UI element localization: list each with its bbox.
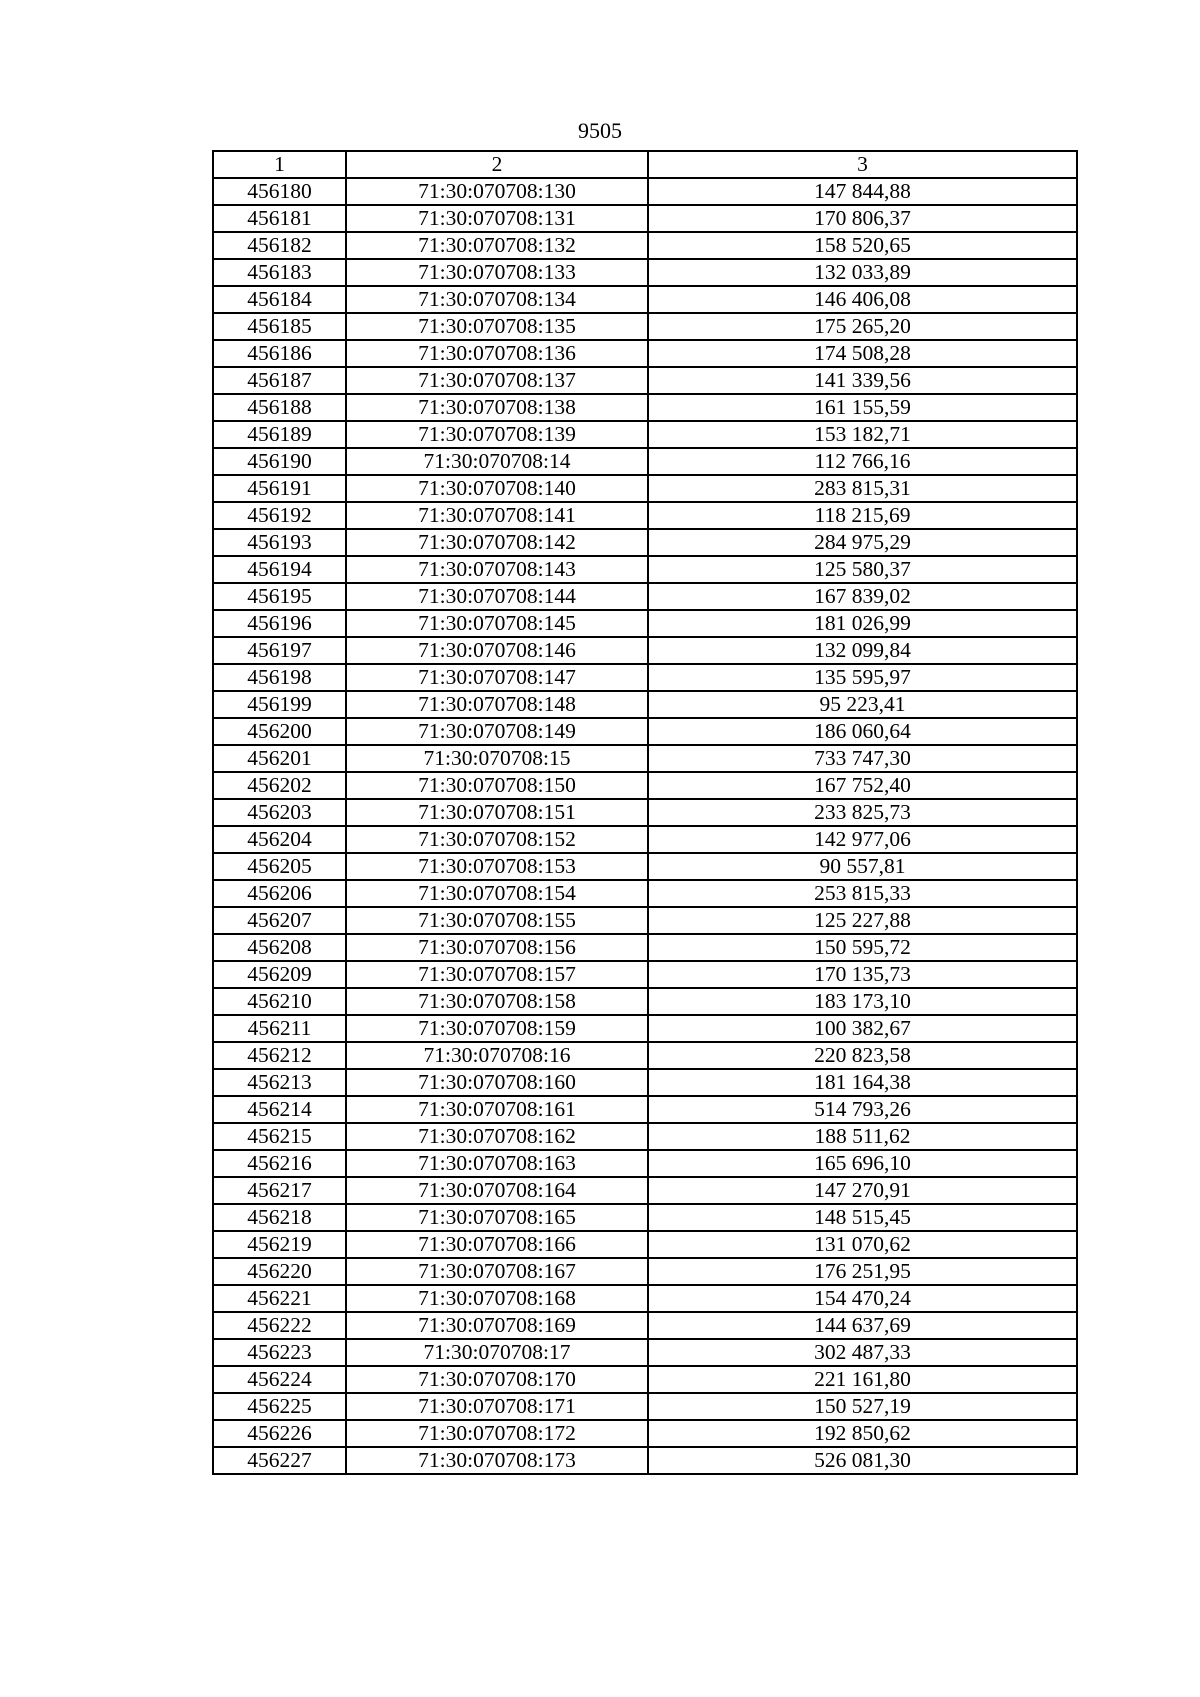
value-cell: 221 161,80 <box>648 1366 1077 1393</box>
cadastral-number-cell: 71:30:070708:160 <box>346 1069 648 1096</box>
value-cell: 175 265,20 <box>648 313 1077 340</box>
row-number-cell: 456193 <box>213 529 346 556</box>
row-number-cell: 456203 <box>213 799 346 826</box>
cadastral-number-cell: 71:30:070708:130 <box>346 178 648 205</box>
value-cell: 233 825,73 <box>648 799 1077 826</box>
value-cell: 158 520,65 <box>648 232 1077 259</box>
table-row <box>213 961 1077 988</box>
table-header-row <box>213 151 1077 178</box>
cadastral-number-cell: 71:30:070708:132 <box>346 232 648 259</box>
cadastral-number-cell: 71:30:070708:141 <box>346 502 648 529</box>
table-row <box>213 286 1077 313</box>
cadastral-number-cell: 71:30:070708:167 <box>346 1258 648 1285</box>
table-row <box>213 610 1077 637</box>
table-row <box>213 934 1077 961</box>
cadastral-number-cell: 71:30:070708:165 <box>346 1204 648 1231</box>
cadastral-number-cell: 71:30:070708:146 <box>346 637 648 664</box>
row-number-cell: 456221 <box>213 1285 346 1312</box>
cadastral-number-cell: 71:30:070708:150 <box>346 772 648 799</box>
table-row <box>213 1420 1077 1447</box>
cadastral-number-cell: 71:30:070708:158 <box>346 988 648 1015</box>
table-row <box>213 475 1077 502</box>
cadastral-number-cell: 71:30:070708:159 <box>346 1015 648 1042</box>
table-row <box>213 880 1077 907</box>
value-cell: 147 270,91 <box>648 1177 1077 1204</box>
table-row <box>213 1123 1077 1150</box>
value-cell: 148 515,45 <box>648 1204 1077 1231</box>
row-number-cell: 456215 <box>213 1123 346 1150</box>
value-cell: 150 595,72 <box>648 934 1077 961</box>
value-cell: 142 977,06 <box>648 826 1077 853</box>
cadastral-number-cell: 71:30:070708:131 <box>346 205 648 232</box>
value-cell: 170 135,73 <box>648 961 1077 988</box>
row-number-cell: 456211 <box>213 1015 346 1042</box>
cadastral-number-cell: 71:30:070708:17 <box>346 1339 648 1366</box>
table-row <box>213 1339 1077 1366</box>
table-row <box>213 664 1077 691</box>
value-cell: 733 747,30 <box>648 745 1077 772</box>
row-number-cell: 456219 <box>213 1231 346 1258</box>
cadastral-number-cell: 71:30:070708:134 <box>346 286 648 313</box>
row-number-cell: 456218 <box>213 1204 346 1231</box>
cadastral-number-cell: 71:30:070708:139 <box>346 421 648 448</box>
row-number-cell: 456185 <box>213 313 346 340</box>
row-number-cell: 456204 <box>213 826 346 853</box>
table-row <box>213 1285 1077 1312</box>
table-body <box>213 151 1077 1474</box>
row-number-cell: 456223 <box>213 1339 346 1366</box>
cadastral-number-cell: 71:30:070708:137 <box>346 367 648 394</box>
row-number-cell: 456222 <box>213 1312 346 1339</box>
cadastral-number-cell: 71:30:070708:161 <box>346 1096 648 1123</box>
row-number-cell: 456180 <box>213 178 346 205</box>
table-row <box>213 205 1077 232</box>
value-cell: 125 580,37 <box>648 556 1077 583</box>
table-row <box>213 556 1077 583</box>
table-row <box>213 1042 1077 1069</box>
value-cell: 147 844,88 <box>648 178 1077 205</box>
row-number-cell: 456195 <box>213 583 346 610</box>
row-number-cell: 456212 <box>213 1042 346 1069</box>
table-row <box>213 1258 1077 1285</box>
cadastral-number-cell: 71:30:070708:145 <box>346 610 648 637</box>
cadastral-number-cell: 71:30:070708:144 <box>346 583 648 610</box>
value-cell: 186 060,64 <box>648 718 1077 745</box>
table-row <box>213 1204 1077 1231</box>
cadastral-number-cell: 71:30:070708:153 <box>346 853 648 880</box>
value-cell: 170 806,37 <box>648 205 1077 232</box>
value-cell: 95 223,41 <box>648 691 1077 718</box>
cadastral-number-cell: 71:30:070708:140 <box>346 475 648 502</box>
header-cell-2: 2 <box>346 151 648 178</box>
value-cell: 176 251,95 <box>648 1258 1077 1285</box>
value-cell: 183 173,10 <box>648 988 1077 1015</box>
value-cell: 302 487,33 <box>648 1339 1077 1366</box>
table-row <box>213 502 1077 529</box>
table-row <box>213 1447 1077 1474</box>
value-cell: 192 850,62 <box>648 1420 1077 1447</box>
row-number-cell: 456181 <box>213 205 346 232</box>
row-number-cell: 456190 <box>213 448 346 475</box>
table-row <box>213 691 1077 718</box>
row-number-cell: 456209 <box>213 961 346 988</box>
header-cell-1: 1 <box>213 151 346 178</box>
cadastral-number-cell: 71:30:070708:14 <box>346 448 648 475</box>
value-cell: 161 155,59 <box>648 394 1077 421</box>
row-number-cell: 456213 <box>213 1069 346 1096</box>
value-cell: 167 752,40 <box>648 772 1077 799</box>
row-number-cell: 456217 <box>213 1177 346 1204</box>
value-cell: 100 382,67 <box>648 1015 1077 1042</box>
header-cell-3: 3 <box>648 151 1077 178</box>
table-row <box>213 745 1077 772</box>
table-row <box>213 1096 1077 1123</box>
table-row <box>213 448 1077 475</box>
row-number-cell: 456196 <box>213 610 346 637</box>
data-table <box>212 150 1078 1475</box>
cadastral-number-cell: 71:30:070708:173 <box>346 1447 648 1474</box>
cadastral-number-cell: 71:30:070708:147 <box>346 664 648 691</box>
cadastral-number-cell: 71:30:070708:156 <box>346 934 648 961</box>
value-cell: 146 406,08 <box>648 286 1077 313</box>
value-cell: 253 815,33 <box>648 880 1077 907</box>
table-row <box>213 1366 1077 1393</box>
cadastral-number-cell: 71:30:070708:171 <box>346 1393 648 1420</box>
table-row <box>213 1015 1077 1042</box>
row-number-cell: 456192 <box>213 502 346 529</box>
table-row <box>213 529 1077 556</box>
value-cell: 125 227,88 <box>648 907 1077 934</box>
row-number-cell: 456206 <box>213 880 346 907</box>
cadastral-number-cell: 71:30:070708:138 <box>346 394 648 421</box>
row-number-cell: 456216 <box>213 1150 346 1177</box>
table-row <box>213 421 1077 448</box>
value-cell: 181 026,99 <box>648 610 1077 637</box>
table-row <box>213 1150 1077 1177</box>
cadastral-number-cell: 71:30:070708:154 <box>346 880 648 907</box>
cadastral-number-cell: 71:30:070708:151 <box>346 799 648 826</box>
value-cell: 167 839,02 <box>648 583 1077 610</box>
value-cell: 150 527,19 <box>648 1393 1077 1420</box>
row-number-cell: 456191 <box>213 475 346 502</box>
row-number-cell: 456207 <box>213 907 346 934</box>
table-row <box>213 1393 1077 1420</box>
row-number-cell: 456194 <box>213 556 346 583</box>
table-row <box>213 637 1077 664</box>
row-number-cell: 456186 <box>213 340 346 367</box>
page-number: 9505 <box>578 118 622 143</box>
table-row <box>213 907 1077 934</box>
value-cell: 165 696,10 <box>648 1150 1077 1177</box>
cadastral-number-cell: 71:30:070708:149 <box>346 718 648 745</box>
table-row <box>213 1231 1077 1258</box>
value-cell: 90 557,81 <box>648 853 1077 880</box>
value-cell: 131 070,62 <box>648 1231 1077 1258</box>
value-cell: 153 182,71 <box>648 421 1077 448</box>
table-row <box>213 718 1077 745</box>
table-row <box>213 583 1077 610</box>
cadastral-number-cell: 71:30:070708:169 <box>346 1312 648 1339</box>
cadastral-number-cell: 71:30:070708:136 <box>346 340 648 367</box>
row-number-cell: 456208 <box>213 934 346 961</box>
table-row <box>213 1177 1077 1204</box>
table-row <box>213 826 1077 853</box>
cadastral-number-cell: 71:30:070708:166 <box>346 1231 648 1258</box>
row-number-cell: 456197 <box>213 637 346 664</box>
value-cell: 135 595,97 <box>648 664 1077 691</box>
table-row <box>213 772 1077 799</box>
value-cell: 526 081,30 <box>648 1447 1077 1474</box>
row-number-cell: 456199 <box>213 691 346 718</box>
cadastral-number-cell: 71:30:070708:168 <box>346 1285 648 1312</box>
value-cell: 188 511,62 <box>648 1123 1077 1150</box>
value-cell: 141 339,56 <box>648 367 1077 394</box>
value-cell: 174 508,28 <box>648 340 1077 367</box>
cadastral-number-cell: 71:30:070708:170 <box>346 1366 648 1393</box>
row-number-cell: 456225 <box>213 1393 346 1420</box>
cadastral-number-cell: 71:30:070708:162 <box>346 1123 648 1150</box>
row-number-cell: 456188 <box>213 394 346 421</box>
row-number-cell: 456227 <box>213 1447 346 1474</box>
value-cell: 112 766,16 <box>648 448 1077 475</box>
value-cell: 154 470,24 <box>648 1285 1077 1312</box>
row-number-cell: 456201 <box>213 745 346 772</box>
table-row <box>213 313 1077 340</box>
cadastral-number-cell: 71:30:070708:148 <box>346 691 648 718</box>
table-row <box>213 799 1077 826</box>
row-number-cell: 456182 <box>213 232 346 259</box>
row-number-cell: 456214 <box>213 1096 346 1123</box>
cadastral-number-cell: 71:30:070708:15 <box>346 745 648 772</box>
table-row <box>213 178 1077 205</box>
row-number-cell: 456205 <box>213 853 346 880</box>
value-cell: 132 033,89 <box>648 259 1077 286</box>
cadastral-number-cell: 71:30:070708:163 <box>346 1150 648 1177</box>
cadastral-number-cell: 71:30:070708:135 <box>346 313 648 340</box>
value-cell: 118 215,69 <box>648 502 1077 529</box>
cadastral-number-cell: 71:30:070708:155 <box>346 907 648 934</box>
table-row <box>213 259 1077 286</box>
cadastral-number-cell: 71:30:070708:143 <box>346 556 648 583</box>
table-row <box>213 367 1077 394</box>
row-number-cell: 456226 <box>213 1420 346 1447</box>
value-cell: 220 823,58 <box>648 1042 1077 1069</box>
cadastral-number-cell: 71:30:070708:172 <box>346 1420 648 1447</box>
table-row <box>213 853 1077 880</box>
table-row <box>213 1312 1077 1339</box>
table-row <box>213 988 1077 1015</box>
cadastral-number-cell: 71:30:070708:152 <box>346 826 648 853</box>
row-number-cell: 456187 <box>213 367 346 394</box>
value-cell: 144 637,69 <box>648 1312 1077 1339</box>
row-number-cell: 456210 <box>213 988 346 1015</box>
row-number-cell: 456220 <box>213 1258 346 1285</box>
cadastral-number-cell: 71:30:070708:164 <box>346 1177 648 1204</box>
table-row <box>213 232 1077 259</box>
table-row <box>213 1069 1077 1096</box>
row-number-cell: 456202 <box>213 772 346 799</box>
row-number-cell: 456183 <box>213 259 346 286</box>
table-row <box>213 340 1077 367</box>
cadastral-number-cell: 71:30:070708:142 <box>346 529 648 556</box>
value-cell: 514 793,26 <box>648 1096 1077 1123</box>
row-number-cell: 456184 <box>213 286 346 313</box>
cadastral-number-cell: 71:30:070708:133 <box>346 259 648 286</box>
cadastral-number-cell: 71:30:070708:16 <box>346 1042 648 1069</box>
row-number-cell: 456200 <box>213 718 346 745</box>
row-number-cell: 456224 <box>213 1366 346 1393</box>
cadastral-number-cell: 71:30:070708:157 <box>346 961 648 988</box>
table-row <box>213 394 1077 421</box>
value-cell: 284 975,29 <box>648 529 1077 556</box>
value-cell: 181 164,38 <box>648 1069 1077 1096</box>
row-number-cell: 456198 <box>213 664 346 691</box>
value-cell: 283 815,31 <box>648 475 1077 502</box>
row-number-cell: 456189 <box>213 421 346 448</box>
value-cell: 132 099,84 <box>648 637 1077 664</box>
